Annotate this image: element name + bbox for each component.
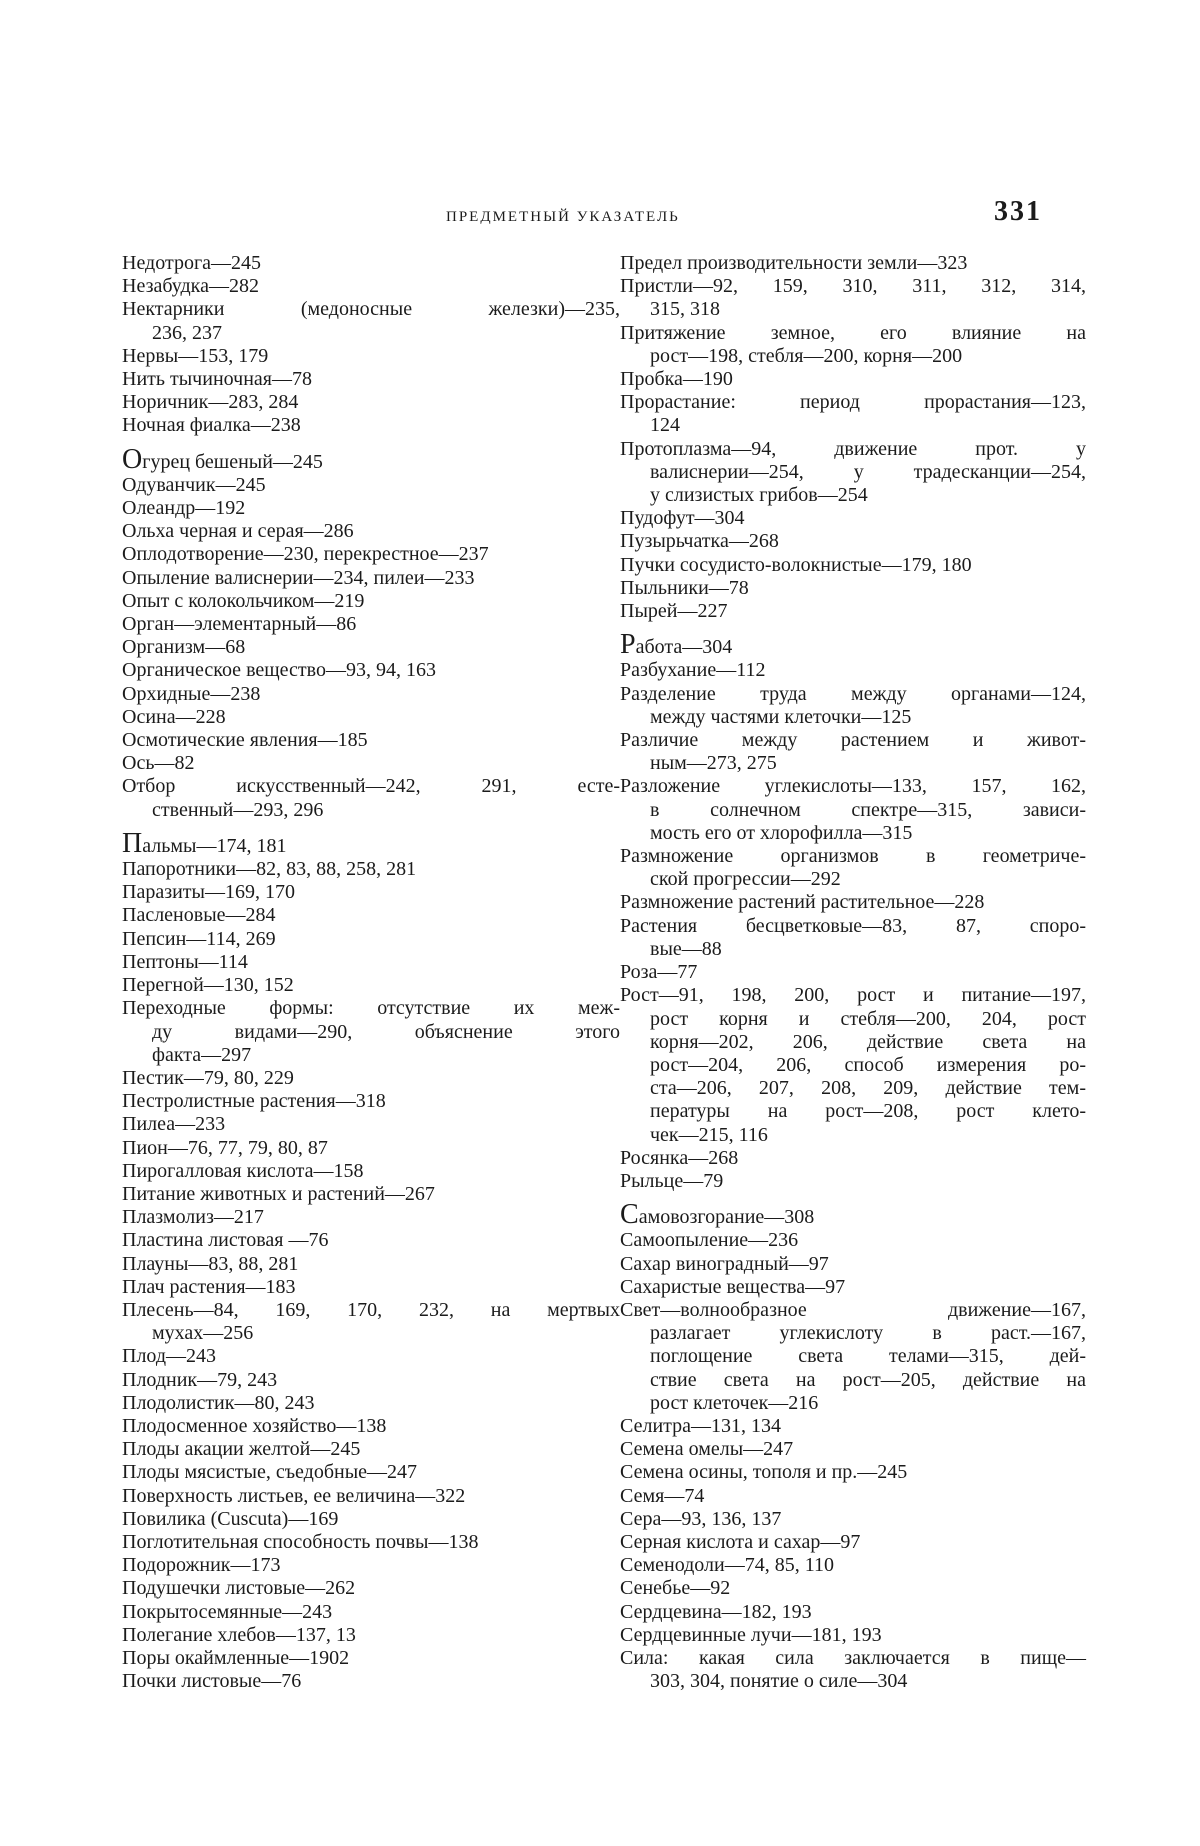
index-entry-line: у слизистых грибов—254 — [650, 484, 868, 507]
index-entry-line: Пасленовые—284 — [122, 904, 276, 927]
index-entry — [620, 1485, 1086, 1508]
index-entry-line: Различие между растением и живот- — [620, 729, 1086, 752]
index-entry — [620, 891, 1086, 914]
index-entry-line: Пластина листовая —76 — [122, 1229, 329, 1252]
index-entry-line: Поглотительная способность почвы—138 — [122, 1530, 479, 1553]
index-entry-line: между частями клеточки—125 — [650, 705, 912, 728]
index-entry-line: Плач растения—183 — [122, 1275, 296, 1298]
index-entry — [620, 845, 1086, 891]
index-entry — [620, 577, 1086, 600]
index-entry-line: Самоопыление—236 — [620, 1229, 799, 1252]
index-entry-line: Серная кислота и сахар—97 — [620, 1530, 861, 1553]
index-entry-line: Пробка—190 — [620, 368, 733, 391]
index-entry-line: Ночная фиалка—238 — [122, 414, 301, 437]
index-entry-line: Перегной—130, 152 — [122, 974, 294, 997]
index-entry-line: Семена осины, тополя и пр.—245 — [620, 1461, 908, 1484]
index-entry — [122, 275, 620, 298]
index-entry — [122, 368, 620, 391]
index-entry — [122, 752, 620, 775]
index-entry — [620, 530, 1086, 553]
index-entry — [122, 1392, 620, 1415]
index-entry — [620, 275, 1086, 321]
index-entry — [122, 683, 620, 706]
index-entry-line: Плазмолиз—217 — [122, 1206, 264, 1229]
index-entry-line: рост клеточек—216 — [650, 1391, 819, 1414]
index-entry-line: Пучки сосудисто-волокнистые—179, 180 — [620, 553, 972, 576]
index-entry — [122, 659, 620, 682]
index-entry-line: корня—202, 206, действие света на — [650, 1030, 1086, 1053]
index-entry-line: Сахаристые вещества—97 — [620, 1275, 846, 1298]
index-entry — [620, 683, 1086, 729]
index-entry-line: Нервы—153, 179 — [122, 344, 269, 367]
index-entry-line: Подушечки листовые—262 — [122, 1577, 356, 1600]
index-entry — [122, 1554, 620, 1577]
index-entry-line: Подорожник—173 — [122, 1554, 281, 1577]
index-entry-line: Плод—243 — [122, 1345, 217, 1368]
page-number: 331 — [994, 196, 1042, 227]
index-entry — [620, 775, 1086, 845]
index-entry-line: чек—215, 116 — [650, 1123, 768, 1146]
index-entry-line: Плауны—83, 88, 281 — [122, 1252, 299, 1275]
index-entry-line: Питание животных и растений—267 — [122, 1182, 435, 1205]
index-entry-line: Селитра—131, 134 — [620, 1414, 782, 1437]
index-entry-line: Плодосменное хозяйство—138 — [122, 1414, 387, 1437]
index-entry-line: Пестролистные растения—318 — [122, 1090, 386, 1113]
section-initial: Р — [620, 629, 636, 661]
index-entry — [122, 904, 620, 927]
index-entry — [620, 1577, 1086, 1600]
index-entry-line: Размножение растений растительное—228 — [620, 891, 985, 914]
index-entry-line: Сила: какая сила заключается в пище— — [620, 1646, 1086, 1669]
index-entry-line: Плоды мясистые, съедобные—247 — [122, 1461, 418, 1484]
index-entry-line: рост—204, 206, способ измерения ро- — [650, 1053, 1086, 1076]
index-entry-line: Норичник—283, 284 — [122, 391, 299, 414]
index-entry — [122, 636, 620, 659]
index-entry — [122, 474, 620, 497]
index-entry-line: Одуванчик—245 — [122, 473, 266, 496]
index-entry — [620, 438, 1086, 508]
index-entry-line: Сахар виноградный—97 — [620, 1252, 829, 1275]
index-entry — [620, 1147, 1086, 1170]
index-entry — [620, 1299, 1086, 1415]
index-entry-line: Переходные формы: отсутствие их меж- — [122, 997, 620, 1020]
index-entry-line: Сердцевинные лучи—181, 193 — [620, 1623, 882, 1646]
index-entry-line: 303, 304, понятие о силе—304 — [650, 1670, 908, 1693]
index-entry — [122, 1415, 620, 1438]
index-entry — [620, 1601, 1086, 1624]
index-entry-line: в солнечном спектре—315, зависи- — [650, 798, 1086, 821]
index-entry-line: Разложение углекислоты—133, 157, 162, — [620, 775, 1086, 798]
index-entry — [620, 600, 1086, 623]
section-initial: С — [620, 1199, 639, 1231]
index-entry — [620, 1253, 1086, 1276]
section-initial: П — [122, 827, 143, 859]
index-entry-line: Полегание хлебов—137, 13 — [122, 1623, 356, 1646]
page-header — [0, 0, 1200, 250]
index-entry-line: вые—88 — [650, 937, 722, 960]
index-entry — [122, 543, 620, 566]
index-column-left — [122, 252, 620, 1693]
index-entry — [122, 1485, 620, 1508]
index-entry-line: Орган—элементарный—86 — [122, 613, 357, 636]
index-entry-line: Пептоны—114 — [122, 950, 248, 973]
index-entry — [620, 1647, 1086, 1693]
index-entry — [122, 298, 620, 344]
index-entry-line: Разделение труда между органами—124, — [620, 682, 1086, 705]
index-entry-line: Олеандр—192 — [122, 497, 246, 520]
index-entry — [122, 928, 620, 951]
index-entry — [620, 507, 1086, 530]
index-entry-line: Отбор искусственный—242, 291, есте- — [122, 775, 620, 798]
index-entry-line: 236, 237 — [152, 321, 222, 344]
index-entry-line: Предел производительности земли—323 — [620, 252, 968, 274]
index-entry — [122, 1531, 620, 1554]
index-entry — [122, 1299, 620, 1345]
index-entry — [122, 706, 620, 729]
index-entry — [122, 858, 620, 881]
index-entry-line: факта—297 — [152, 1043, 252, 1066]
index-entry — [122, 729, 620, 752]
index-entry — [122, 520, 620, 543]
index-entry — [122, 590, 620, 613]
index-entry — [122, 1508, 620, 1531]
index-entry — [122, 1160, 620, 1183]
index-entry — [122, 951, 620, 974]
index-entry-line: Росянка—268 — [620, 1146, 739, 1169]
index-entry — [620, 1229, 1086, 1252]
index-entry-line: Поверхность листьев, ее величина—322 — [122, 1484, 466, 1507]
index-entry-line: Огурец бешеный—245 — [122, 443, 323, 475]
index-entry — [620, 1554, 1086, 1577]
index-entry — [620, 1531, 1086, 1554]
index-entry — [620, 554, 1086, 577]
index-entry — [122, 567, 620, 590]
index-entry-line: Почки листовые—76 — [122, 1670, 302, 1693]
index-entry-line: Пион—76, 77, 79, 80, 87 — [122, 1136, 328, 1159]
index-entry-line: Повилика (Cuscuta)—169 — [122, 1507, 339, 1530]
index-entry-line: ста—206, 207, 208, 209, действие тем- — [650, 1077, 1086, 1100]
index-entry — [620, 629, 1086, 661]
index-entry — [122, 1183, 620, 1206]
index-entry-line: Орхидные—238 — [122, 682, 261, 705]
index-entry-line: Роза—77 — [620, 961, 698, 984]
index-entry — [122, 1137, 620, 1160]
index-entry-line: Сера—93, 136, 137 — [620, 1507, 782, 1530]
index-entry — [620, 1170, 1086, 1193]
index-entry-line: Паразиты—169, 170 — [122, 881, 295, 904]
index-entry — [122, 1113, 620, 1136]
index-entry — [620, 961, 1086, 984]
index-entry — [620, 252, 1086, 275]
index-entry — [620, 1199, 1086, 1231]
section-initial: О — [122, 443, 143, 475]
index-entry — [122, 252, 620, 275]
index-entry — [620, 984, 1086, 1146]
index-entry — [620, 391, 1086, 437]
index-entry — [620, 1438, 1086, 1461]
index-entry-line: валиснерии—254, у традесканции—254, — [650, 460, 1086, 483]
index-entry-line: Нектарники (медоносные железки)—235, — [122, 298, 620, 321]
index-entry-line: Протоплазма—94, движение прот. у — [620, 437, 1086, 460]
index-entry-line: Семенодоли—74, 85, 110 — [620, 1554, 834, 1577]
index-entry-line: Пристли—92, 159, 310, 311, 312, 314, — [620, 275, 1086, 298]
index-entry-line: Пузырьчатка—268 — [620, 530, 779, 553]
index-columns — [122, 252, 1086, 1693]
index-entry-line: Оплодотворение—230, перекрестное—237 — [122, 543, 489, 566]
index-entry-line: мость его от хлорофилла—315 — [650, 821, 913, 844]
index-entry-line: Пестик—79, 80, 229 — [122, 1066, 294, 1089]
index-entry — [620, 659, 1086, 682]
index-entry-line: Сердцевина—182, 193 — [620, 1600, 812, 1623]
index-entry-line: Пудофут—304 — [620, 507, 745, 530]
index-entry-line: Пырей—227 — [620, 600, 728, 623]
index-entry — [122, 881, 620, 904]
index-entry — [122, 613, 620, 636]
index-entry — [122, 1345, 620, 1368]
index-entry — [122, 1647, 620, 1670]
index-entry — [122, 1601, 620, 1624]
index-entry-line: Осмотические явления—185 — [122, 729, 368, 752]
index-entry — [122, 997, 620, 1067]
index-entry-line: Нить тычиночная—78 — [122, 368, 312, 391]
index-entry — [122, 391, 620, 414]
index-entry — [122, 827, 620, 859]
index-entry-line: Незабудка—282 — [122, 275, 259, 298]
index-entry — [620, 729, 1086, 775]
index-entry-line: Поры окаймленные—1902 — [122, 1646, 350, 1669]
index-entry-line: Притяжение земное, его влияние на — [620, 321, 1086, 344]
index-entry-line: Пилеа—233 — [122, 1113, 226, 1136]
index-entry — [122, 497, 620, 520]
index-entry-line: ным—273, 275 — [650, 752, 777, 775]
index-entry-line: Опыт с колокольчиком—219 — [122, 589, 365, 612]
index-entry-line: Недотрога—245 — [122, 252, 262, 274]
index-entry — [122, 1670, 620, 1693]
index-entry-line: пературы на рост—208, рост клето- — [650, 1100, 1086, 1123]
index-entry — [620, 1508, 1086, 1531]
index-entry-line: 124 — [650, 414, 680, 437]
index-entry-line: Размножение организмов в геометриче- — [620, 845, 1086, 868]
index-entry-line: Ось—82 — [122, 752, 195, 775]
index-entry-line: Самовозгорание—308 — [620, 1199, 815, 1231]
index-entry-line: Плесень—84, 169, 170, 232, на мертвых — [122, 1298, 620, 1321]
index-entry — [122, 1276, 620, 1299]
index-entry-line: Пальмы—174, 181 — [122, 827, 287, 859]
index-entry — [620, 1276, 1086, 1299]
index-entry — [122, 1206, 620, 1229]
index-entry-line: поглощение света телами—315, дей- — [650, 1345, 1086, 1368]
index-entry — [122, 1369, 620, 1392]
index-entry-line: Семена омелы—247 — [620, 1438, 794, 1461]
index-entry — [122, 775, 620, 821]
index-column-right — [620, 252, 1086, 1693]
index-entry-line: Прорастание: период прорастания—123, — [620, 391, 1086, 414]
index-entry — [122, 414, 620, 437]
index-entry-line: Рост—91, 198, 200, рост и питание—197, — [620, 984, 1086, 1007]
index-entry-line: ду видами—290, объяснение этого — [152, 1020, 620, 1043]
index-entry-line: 315, 318 — [650, 298, 720, 321]
index-entry — [620, 368, 1086, 391]
index-entry — [122, 443, 620, 475]
index-entry-line: Семя—74 — [620, 1484, 705, 1507]
index-entry — [620, 1461, 1086, 1484]
index-entry — [122, 1577, 620, 1600]
index-entry-line: Пирогалловая кислота—158 — [122, 1159, 364, 1182]
index-entry-line: Пыльники—78 — [620, 576, 749, 599]
index-entry-line: Покрытосемянные—243 — [122, 1600, 333, 1623]
index-entry-line: Осина—228 — [122, 705, 226, 728]
index-entry-line: Растения бесцветковые—83, 87, споро- — [620, 914, 1086, 937]
index-entry — [122, 1624, 620, 1647]
index-entry — [620, 1415, 1086, 1438]
index-entry-line: разлагает углекислоту в раст.—167, — [650, 1322, 1086, 1345]
index-entry — [122, 1461, 620, 1484]
index-entry — [122, 1067, 620, 1090]
index-entry-line: мухах—256 — [152, 1322, 254, 1345]
index-entry-line: Ольха черная и серая—286 — [122, 520, 354, 543]
index-entry-line: Организм—68 — [122, 636, 246, 659]
index-entry — [620, 322, 1086, 368]
index-entry-line: Плодолистик—80, 243 — [122, 1391, 315, 1414]
page-title: ПРЕДМЕТНЫЙ УКАЗАТЕЛЬ — [446, 209, 680, 225]
index-entry-line: Работа—304 — [620, 629, 733, 661]
index-entry-line: ственный—293, 296 — [152, 798, 324, 821]
index-entry-line: Папоротники—82, 83, 88, 258, 281 — [122, 858, 417, 881]
index-entry — [122, 1090, 620, 1113]
index-entry-line: ствие света на рост—205, действие на — [650, 1368, 1086, 1391]
index-entry — [122, 1229, 620, 1252]
index-entry — [122, 1253, 620, 1276]
index-entry — [122, 974, 620, 997]
index-entry — [620, 915, 1086, 961]
index-entry-line: Разбухание—112 — [620, 659, 766, 682]
index-entry-line: Плоды акации желтой—245 — [122, 1438, 361, 1461]
index-entry-line: Пепсин—114, 269 — [122, 927, 276, 950]
index-entry-line: ской прогрессии—292 — [650, 868, 841, 891]
index-entry-line: Свет—волнообразное движение—167, — [620, 1298, 1086, 1321]
index-entry — [122, 1438, 620, 1461]
index-entry-line: рост корня и стебля—200, 204, рост — [650, 1007, 1086, 1030]
index-entry — [620, 1624, 1086, 1647]
index-entry-line: Опыление валиснерии—234, пилеи—233 — [122, 566, 475, 589]
index-entry-line: рост—198, стебля—200, корня—200 — [650, 344, 963, 367]
index-entry-line: Рыльце—79 — [620, 1169, 724, 1192]
index-entry-line: Органическое вещество—93, 94, 163 — [122, 659, 436, 682]
index-entry-line: Плодник—79, 243 — [122, 1368, 278, 1391]
index-entry-line: Сенебье—92 — [620, 1577, 731, 1600]
index-entry — [122, 345, 620, 368]
